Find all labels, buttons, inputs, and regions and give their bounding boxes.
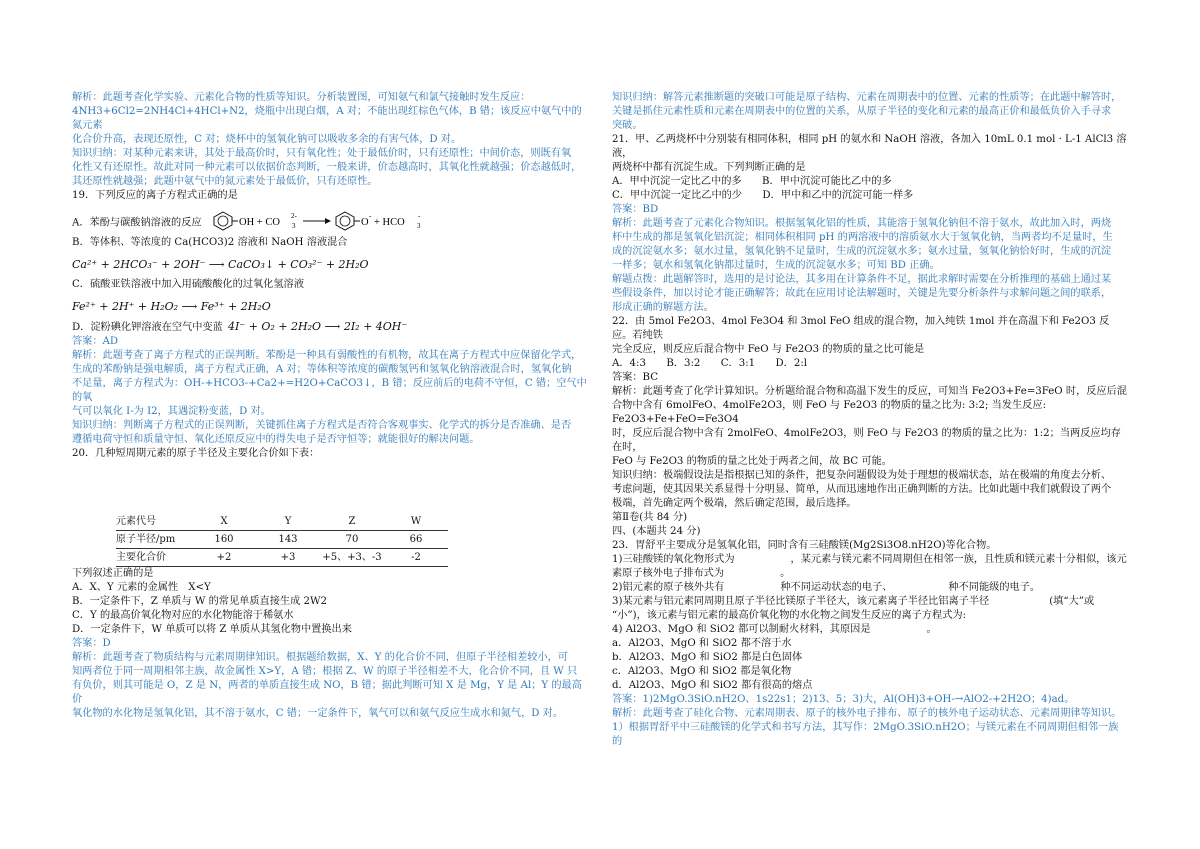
o-label: O [360,217,369,228]
q19-option-b: B．等体积、等浓度的 Ca(HCO3)2 溶液和 NaOH 溶液混合 [72,237,348,248]
q18-summary [72,147,587,189]
text-line: 解析：此题考查了元素化合物知识。根据氢氧化铝的性质，其能溶于氢氧化钠但不溶于氨水，故此加入时，两烧 [612,218,1112,229]
text-line: 4NH3+6Cl2=2NH4Cl+4HCl+N2，烧瓶中出现白烟，A 对；不能出现红棕色气体，B 错；该反应中氨气中的氮元素 [72,106,582,131]
table-header-row [116,513,448,531]
oh-label: OH + CO [238,217,280,228]
text-line: 完全反应，则反应后混合物中 FeO 与 Fe2O3 的物质的量之比可能是 [612,344,925,355]
text-line: 知识归纳：极端假设法是指根据已知的条件，把复杂问题假设为处于理想的极端状态，站在极端的角度去分析、 [612,470,1112,481]
q19-option-d-equation: 4I⁻ + O₂ + 2H₂O ⟶ 2I₂ + 4OH⁻ [228,320,408,333]
text-line: 杯中生成的都是氢氧化铝沉淀；相同体积相同 pH 的两溶液中的溶质氨水大于氢氧化钠，当两者均不足量时，生 [612,232,1113,243]
text-line: 极端，首先确定两个极端，然后确定范围，最后选择。 [612,498,857,509]
q19-option-b-equation: Ca²⁺ + 2HCO₃⁻ + 2OH⁻ ⟶ CaCO₃↓ + CO₃²⁻ + 2H₂O [72,258,369,271]
part-2-heading: 第Ⅱ卷(共 84 分) [612,512,688,523]
text-line: 1）根据胃舒平中三硅酸镁的化学式和书写方法，其写作：2MgO.3SiO.nH2O；与镁元素在不同周期但相邻一族的 [612,722,1119,747]
text-line: 解析：此题考查了物质结构与元素周期律知识。根据题给数据，X、Y 的化合价不同，但原子半径相差较小，可 [72,652,569,663]
text-line: 化性又有还原性。故此对同一种元素可以依据价态判断，一般来讲，价态越高时，其氧化性就越强；价态越低时， [72,162,582,173]
q21-options-ab: A．甲中沉淀一定比乙中的多 B．甲中沉淀可能比乙中的多 [612,176,892,187]
text-line: 解题点拨：此题解答时，选用的是讨论法，其多用在计算条件不足，据此求解时需要在分析推理的基础上通过某 [612,274,1112,285]
q22-analysis [612,385,1127,469]
table-cell: +5、+3、-3 [320,549,384,567]
table-cell: 主要化合价 [116,549,192,567]
q21-summary [612,273,1127,315]
text-line: 合物中含有 6molFeO、4molFe2O3，则 FeO 与 Fe2O3 的物质的量之比为: 3:2; 当发生反应: Fe2O3+Fe+FeO=Fe3O4 [612,400,1047,425]
text-span: ，某元素与镁元素不同周期但在相邻一族，且性质和镁元素十分相似，该元 [790,554,1127,565]
co-sub: 3 [291,222,296,230]
q19-title: 19．下列反应的离子方程式正确的是 [72,190,238,201]
q21-answer: 答案：BD [612,204,659,215]
table-header-cell: X [192,513,256,531]
o-sup: - [368,212,372,220]
text-line: 知识归纳：判断离子方程式的正误判断，关键抓住离子方程式是否符合客观事实、化学式的拆分是否准确、是否 [72,420,572,431]
text-line: 其还原性就越强；此题中氨气中的氮元素处于最低价，只有还原性。 [72,176,378,187]
q21-title [612,133,1127,175]
element-table [116,513,448,567]
text-line: 生成的苯酚钠是强电解质，离子方程式正确，A 对；等体积等浓度的碳酸氢钙和氢氧化钠溶液混合时，氢氧化钠 [72,364,572,375]
text-line: 形成正确的解题方法。 [612,302,714,313]
text-line: 解析：此题考查了化学计算知识。分析题给混合物和高温下发生的反应，可知当 Fe2O3+Fe=3FeO 时，反应后混 [612,386,1127,397]
text-span: 3)某元素与铝元素同周期且原子半径比镁原子半径大，该元素离子半径比铝离子半径 [612,596,990,607]
table-header-cell: W [384,513,448,531]
text-span: (填“大”或 [1049,596,1095,607]
text-line: 21．甲、乙两烧杯中分别装有相同体积，相同 pH 的氨水和 NaOH 溶液，各加入 10mL 0.1 mol · L-1 AlCl3 溶液， [612,134,1127,159]
table-cell: 70 [320,531,384,549]
q20-analysis [72,651,587,721]
q23-option-a: a．Al2O3、MgO 和 SiO2 都不溶于水 [612,638,792,649]
text-line: 知识归纳：对某种元素来讲，其处于最高价时，只有氧化性；处于最低价时，只有还原性；中间价态，则既有氧 [72,148,572,159]
table-row [116,549,448,567]
q23-analysis [612,707,1127,749]
table-header-cell: Z [320,513,384,531]
q22-options: A．4:3 B．3:2 C．3:1 D．2:l [612,358,808,369]
text-line: 化合价升高，表现还原性，C 对；烧杯中的氢氧化钠可以吸收多余的有害气体，D 对。 [72,134,462,145]
phenol-reaction-formula [211,209,433,236]
q22-summary [612,469,1127,511]
hco-sub: 3 [416,222,421,230]
q19-option-a-text: A．苯酚与碳酸钠溶液的反应 [72,217,202,229]
q22-title [612,315,1127,357]
text-line: 成的沉淀氨水多；氨水过量，氢氧化钠不足量时，生成的沉淀氨水多；氨水过量，氢氧化钠恰好时，生成的沉淀 [612,246,1112,257]
q21-options-cd: C．甲中沉淀一定比乙中的少 D．甲中和乙中的沉淀可能一样多 [612,190,914,201]
text-span: 2)铝元素的原子核外共有 [612,582,725,593]
q19-analysis [72,349,587,419]
q20-answer: 答案：D [72,638,111,649]
text-span: 。 [926,624,937,635]
text-line: 知识归纳：解答元素推断题的突破口可能是原子结构、元素在周期表中的位置、元素的性质等；在此题中解答时， [612,92,1122,103]
q23-part1 [612,553,1127,567]
q21-analysis [612,217,1127,273]
q20-summary [612,91,1127,133]
left-column [72,91,587,721]
q23-part3-cont: “小”)，该元素与铝元素的最高价氧化物的水化物之间发生反应的离子方程式为: [612,610,967,621]
text-line: 些假设条件，加以讨论才能正确解答；故此在应用讨论法解题时，关键是先要分析条件与求解问题之间的联系， [612,288,1112,299]
q19-option-a [72,209,587,236]
text-line: 解析：此题考查化学实验、元素化合物的性质等知识。分析装置图，可知氨气和氯气接触时发生反应： [72,92,531,103]
text-line: 不足量，离子方程式为：OH-+HCO3-+Ca2+=H2O+CaCO3↓，B 错；反应前后的电荷不守恒，C 错；空气中的氧 [72,378,587,403]
q23-title: 23．胃舒平主要成分是氢氧化铝，同时含有三硅酸镁(Mg2Si3O8.nH2O)等化合物。 [612,540,997,551]
q22-answer: 答案：BC [612,372,659,383]
q19-option-d [72,320,587,335]
table-cell: 66 [384,531,448,549]
table-cell: 原子半径/pm [116,531,192,549]
q20-title: 20．几种短周期元素的原子半径及主要化合价如下表： [72,448,320,459]
text-line: 解析：此题考查了离子方程式的正误判断。苯酚是一种具有弱酸性的有机物，故其在离子方程式中应保留化学式， [72,350,582,361]
text-line: 时，反应后混合物中含有 2molFeO、4molFe2O3，则 FeO 与 Fe2O3 的物质的量之比为：1:2；当两反应均存在时， [612,428,1121,453]
phenol-reaction-svg [211,209,433,231]
q20-option-d: D．一定条件下，W 单质可以将 Z 单质从其氢化物中置换出来 [72,624,352,635]
q23-option-c: c．Al2O3、MgO 和 SiO2 都是氧化物 [612,666,792,677]
text-line: 关键是抓住元素性质和元素在周期表中的位置的关系，从原子半径的变化和元素的最高正价和最低负价入手寻求 [612,106,1112,117]
q23-option-b: b．Al2O3、MgO 和 SiO2 都是白色固体 [612,652,803,663]
text-span: 种不同能级的电子。 [948,582,1041,593]
text-line: 有负价，则其可能是 O，Z 是 N，两者的单质直接生成 NO，B 错；据此判断可知 X 是 Mg，Y 是 Al；Y 的最高价 [72,680,582,705]
text-line: 气可以氧化 I-为 I2，其遇淀粉变蓝，D 对。 [72,406,271,417]
text-line: FeO 与 Fe2O3 的物质的量之比处于两者之间，故 BC 可能。 [612,456,892,467]
section-4-heading: 四、(本题共 24 分) [612,526,701,537]
q23-answer: 答案：1)2MgO.3SiO.nH2O、1s22s1；2)13、5；3)大，Al(OH)3+OH-→AlO2-+2H2O；4)ad。 [612,694,1075,705]
text-span: 素原子核外电子排布式为 [612,568,725,579]
hco-label: + HCO [373,217,405,228]
q23-part3 [612,595,1127,609]
table-cell: 143 [256,531,320,549]
q18-analysis [72,91,587,147]
q23-option-d: d．Al2O3、MgO 和 SiO2 都有很高的熔点 [612,680,813,691]
text-line: 考虑问题，使其因果关系显得十分明显、简单，从而迅速地作出正确判断的方法。比如此题中我们就假设了两个 [612,484,1112,495]
text-span: 种不同运动状态的电子、 [780,582,893,593]
table-cell: -2 [384,549,448,567]
text-span: 4) Al2O3、MgO 和 SiO2 都可以制耐火材料，其原因是 [612,624,871,635]
text-line: 解析：此题考查了硅化合物、元素周期表、原子的核外电子排布、原子的核外电子运动状态、元素周期律等知识。 [612,708,1122,719]
text-line: 遵循电荷守恒和质量守恒、氧化还原反应中的得失电子是否守恒等；就能很好的解决问题。 [72,434,480,445]
text-line: 22．由 5mol Fe2O3、4mol Fe3O4 和 3mol FeO 组成的混合物，加入纯铁 1mol 并在高温下和 Fe2O3 反应。若纯铁 [612,316,1110,341]
right-column [612,91,1127,749]
q23-part2 [612,581,1127,595]
hco-sup: - [417,212,421,220]
text-line: 知两者位于同一周期相邻主族，故金属性 X>Y，A 错；根据 Z、W 的原子半径相差不大，化合价不同，且 W 只 [72,666,578,677]
q23-part4 [612,623,1127,637]
q20-option-a: A．X、Y 元素的金属性 X<Y [72,582,211,593]
q19-option-c: C．硫酸亚铁溶液中加入用硫酸酸化的过氧化氢溶液 [72,279,304,290]
q19-option-d-text: D．淀粉碘化钾溶液在空气中变蓝 [72,322,223,333]
table-cell: +2 [192,549,256,567]
q23-part1-cont [612,567,1127,581]
q20-option-c: C．Y 的最高价氧化物对应的水化物能溶于稀氨水 [72,610,294,621]
q20-option-b: B．一定条件下，Z 单质与 W 的常见单质直接生成 2W2 [72,596,327,607]
text-span: 。 [780,568,791,579]
table-header-cell: Y [256,513,320,531]
table-cell: 160 [192,531,256,549]
table-row [116,531,448,549]
q19-answer: 答案：AD [72,336,119,347]
text-span: 1)三硅酸镁的氧化物形式为 [612,554,735,565]
q20-lead: 下列叙述正确的是 [72,568,154,579]
text-line: 突破。 [612,120,643,131]
q19-summary [72,419,587,447]
q19-option-c-equation: Fe²⁺ + 2H⁺ + H₂O₂ ⟶ Fe³⁺ + 2H₂O [72,300,271,313]
table-cell: +3 [256,549,320,567]
co-sup: 2- [290,212,297,220]
table-header-cell: 元素代号 [116,513,192,531]
text-line: 一样多；氨水和氢氧化钠都过量时，生成的沉淀氨水多；可知 BD 正确。 [612,260,940,271]
text-line: 氧化物的水化物是氢氧化铝，其不溶于氨水，C 错；一定条件下，氧气可以和氨气反应生成水和氮气，D 对。 [72,708,564,719]
text-line: 两烧杯中都有沉淀生成。下列判断正确的是 [612,162,806,173]
